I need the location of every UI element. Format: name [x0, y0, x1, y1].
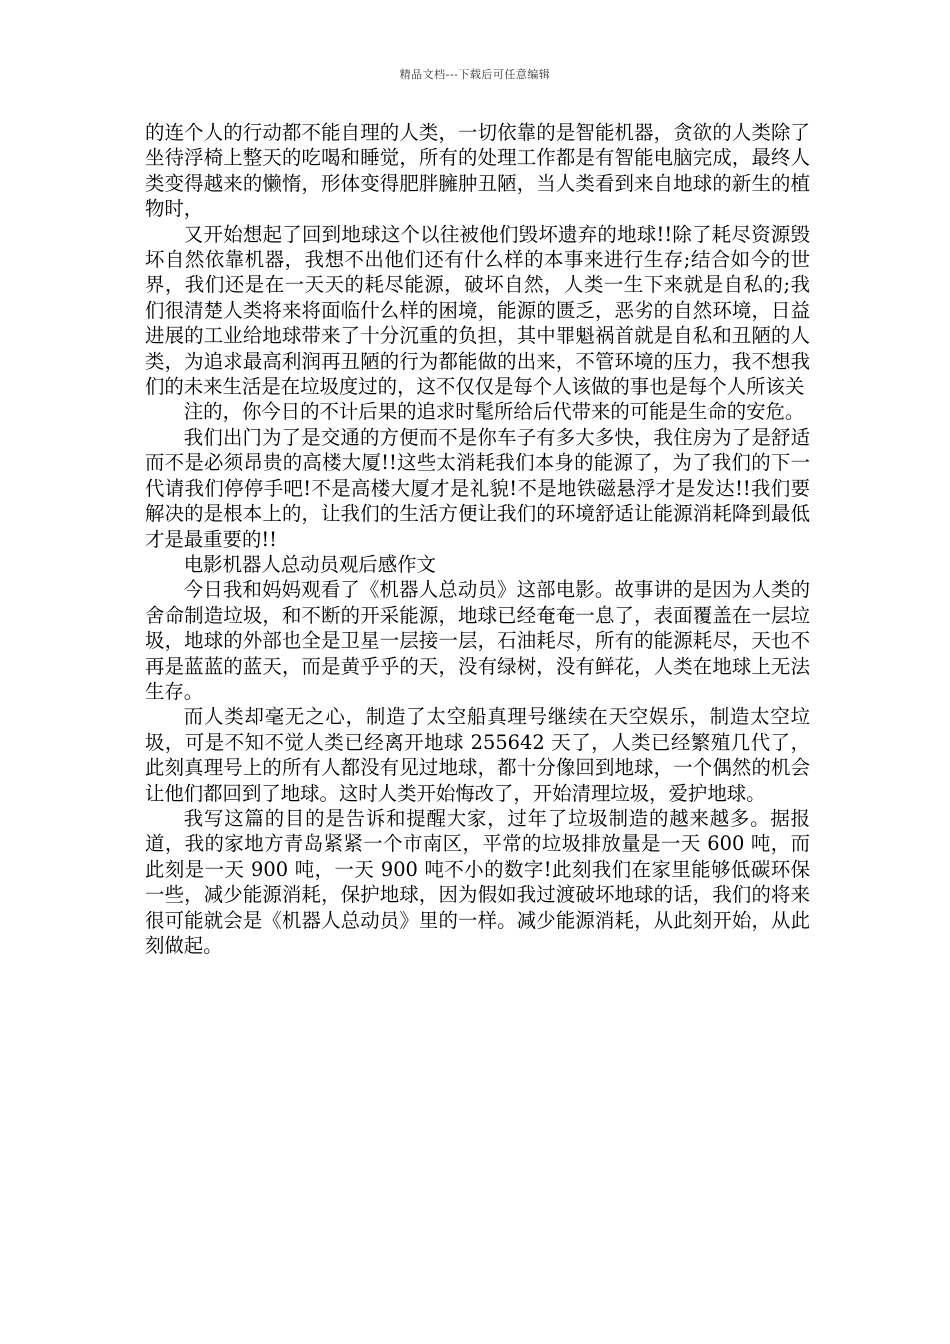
- paragraph: 又开始想起了回到地球这个以往被他们毁坏遗弃的地球!!除了耗尽资源毁坏自然依靠机器，我想不出他们还有什么样的本事来进行生存;结合如今的世界，我们还是在一天天的耗尽能源，破坏自然，人类一生下来就是自私的;我们很清楚人类将来将面临什么样的困境，能源的匮乏，恶劣的自然环境，日益进展的工业给地球带来了十分沉重的负担，其中罪魁祸首就是自私和丑陋的人类，为追求最高利润再丑陋的行为都能做的出来，不管环境的压力，我不想我们的未来生活是在垃圾度过的，这不仅仅是每个人该做的事也是每个人所该关: [145, 222, 810, 399]
- paragraph: 今日我和妈妈观看了《机器人总动员》这部电影。故事讲的是因为人类的舍命制造垃圾，和不断的开采能源，地球已经奄奄一息了，表面覆盖在一层垃圾，地球的外部也全是卫星一层接一层，石油耗尽，所有的能源耗尽，天也不再是蓝蓝的蓝天，而是黄乎乎的天，没有绿树，没有鲜花，人类在地球上无法生存。: [145, 578, 810, 703]
- page-header: 精品文档---下载后可任意编辑: [399, 68, 551, 81]
- paragraph: 我们出门为了是交通的方便而不是你车子有多大多快，我住房为了是舒适而不是必须昂贵的高楼大厦!!这些太消耗我们本身的能源了，为了我们的下一代请我们停停手吧!不是高楼大厦才是礼貌!不是地铁磁悬浮才是发达!!我们要解决的是根本上的，让我们的生活方便让我们的环境舒适让能源消耗降到最低才是最重要的!!: [145, 425, 810, 551]
- paragraph: 的连个人的行动都不能自理的人类，一切依靠的是智能机器，贪欲的人类除了坐待浮椅上整天的吃喝和睡觉，所有的处理工作都是有智能电脑完成，最终人类变得越来的懒惰，形体变得肥胖臃肿丑陋，当人类看到来自地球的新生的植物时，: [145, 121, 810, 221]
- paragraph: 注的，你今日的不计后果的追求时髦所给后代带来的可能是生命的安危。: [183, 400, 805, 424]
- document-body: [145, 120, 810, 958]
- paragraph: 而人类却毫无之心，制造了太空船真理号继续在天空娱乐，制造太空垃圾，可是不知不觉人类已经离开地球 255642 天了，人类已经繁殖几代了，此刻真理号上的所有人都没有见过地球，都十分像回到地球，一个偶然的机会让他们都回到了地球。这时人类开始悔改了，开始清理垃圾，爱护地球。: [145, 705, 810, 805]
- section-title: 电影机器人总动员观后感作文: [183, 552, 436, 576]
- paragraph: 我写这篇的目的是告诉和提醒大家，过年了垃圾制造的越来越多。据报道，我的家地方青岛紧紧一个市南区，平常的垃圾排放量是一天 600 吨，而此刻是一天 900 吨，一天 900 吨不小的数字!此刻我们在家里能够低碳环保一些，减少能源消耗，保护地球，因为假如我过渡破坏地球的话，我们的将来很可能就会是《机器人总动员》里的一样。减少能源消耗，从此刻开始，从此刻做起。: [145, 806, 810, 957]
